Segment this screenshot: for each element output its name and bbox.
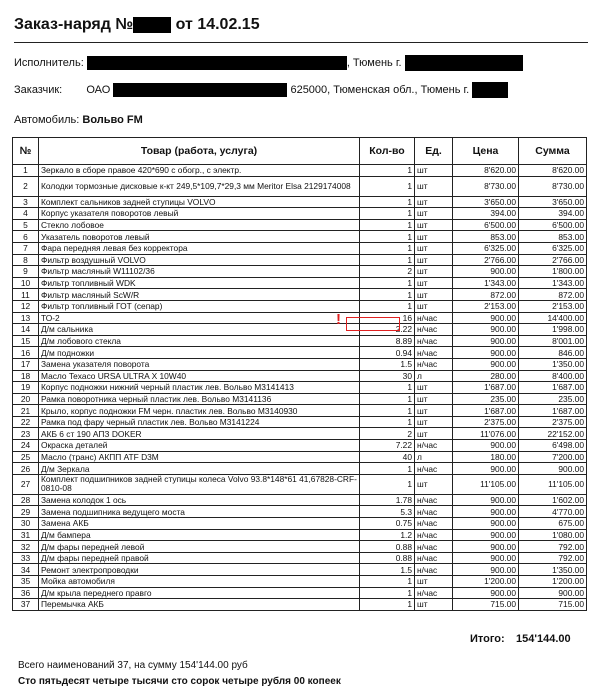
row-number: 6: [13, 231, 39, 243]
row-price: 6'500.00: [453, 219, 519, 231]
row-number: 14: [13, 324, 39, 336]
row-number: 23: [13, 428, 39, 440]
row-price: 2'766.00: [453, 254, 519, 266]
row-number: 13: [13, 312, 39, 324]
row-quantity: 1: [360, 277, 415, 289]
row-product: Д/м подножки: [39, 347, 360, 359]
annotation-highlight-box: [346, 317, 400, 331]
table-row: [13, 494, 587, 506]
row-sum: 22'152.00: [519, 428, 587, 440]
row-product: Указатель поворотов левый: [39, 231, 360, 243]
row-quantity: 0.88: [360, 541, 415, 553]
row-number: 22: [13, 416, 39, 428]
row-number: 3: [13, 196, 39, 208]
row-quantity: 1.5: [360, 564, 415, 576]
row-price: 1'343.00: [453, 277, 519, 289]
total-label: Итого:: [470, 633, 505, 645]
row-product: Колодки тормозные дисковые к-кт 249,5*109,7*29,3 мм Meritor Elsa 2129174008: [39, 176, 360, 196]
row-product: ТО-2: [39, 312, 360, 324]
row-sum: 394.00: [519, 208, 587, 220]
row-number: 16: [13, 347, 39, 359]
row-unit: шт: [415, 416, 453, 428]
row-quantity: 1.5: [360, 358, 415, 370]
customer-org: ОАО: [86, 83, 111, 96]
row-product: Корпус указателя поворотов левый: [39, 208, 360, 220]
row-number: 7: [13, 242, 39, 254]
customer-address: 625000, Тюменская обл., Тюмень г.: [290, 83, 470, 96]
row-quantity: 30: [360, 370, 415, 382]
row-unit: н/час: [415, 506, 453, 518]
table-row: [13, 208, 587, 220]
row-unit: шт: [415, 289, 453, 301]
row-unit: шт: [415, 300, 453, 312]
row-quantity: 1.2: [360, 529, 415, 541]
row-unit: н/час: [415, 463, 453, 475]
row-sum: 2'375.00: [519, 416, 587, 428]
row-product: Фильтр масляный ScW/R: [39, 289, 360, 301]
row-price: 2'375.00: [453, 416, 519, 428]
car-value: Вольво FM: [82, 114, 143, 126]
table-row: [13, 231, 587, 243]
row-price: 900.00: [453, 463, 519, 475]
table-row: [13, 300, 587, 312]
row-quantity: 2.22: [360, 324, 415, 336]
row-product: Д/м бампера: [39, 529, 360, 541]
row-sum: 846.00: [519, 347, 587, 359]
executor-line: [14, 55, 523, 71]
table-row: [13, 393, 587, 405]
row-sum: 1'998.00: [519, 324, 587, 336]
row-number: 24: [13, 440, 39, 452]
row-price: 900.00: [453, 587, 519, 599]
footer-amount-in-words: Сто пятьдесят четыре тысячи сто сорок четыре рубля 00 копеек: [18, 676, 341, 687]
row-quantity: 1: [360, 405, 415, 417]
row-number: 18: [13, 370, 39, 382]
row-price: 900.00: [453, 335, 519, 347]
row-unit: шт: [415, 428, 453, 440]
customer-label: Заказчик:: [14, 83, 63, 96]
row-sum: 853.00: [519, 231, 587, 243]
row-product: Ремонт электропроводки: [39, 564, 360, 576]
row-sum: 1'080.00: [519, 529, 587, 541]
table-header-row: [13, 138, 587, 165]
row-sum: 14'400.00: [519, 312, 587, 324]
table-row: [13, 347, 587, 359]
row-quantity: 2: [360, 266, 415, 278]
row-sum: 3'650.00: [519, 196, 587, 208]
redacted-customer: [113, 83, 287, 97]
row-quantity: 1: [360, 382, 415, 394]
header-rule: [14, 42, 588, 43]
row-sum: 792.00: [519, 541, 587, 553]
row-sum: 8'620.00: [519, 165, 587, 177]
redacted-number: [133, 17, 171, 33]
row-price: 11'076.00: [453, 428, 519, 440]
row-quantity: 1: [360, 576, 415, 588]
row-product: Замена подшипника ведущего моста: [39, 506, 360, 518]
row-price: 900.00: [453, 440, 519, 452]
table-row: [13, 518, 587, 530]
row-quantity: 2: [360, 428, 415, 440]
table-row: [13, 405, 587, 417]
row-quantity: 7.22: [360, 440, 415, 452]
table-row: [13, 165, 587, 177]
col-header-sum: Сумма: [519, 138, 587, 165]
table-row: [13, 289, 587, 301]
row-quantity: 1: [360, 393, 415, 405]
row-unit: шт: [415, 219, 453, 231]
table-row: [13, 382, 587, 394]
row-unit: шт: [415, 254, 453, 266]
row-sum: 11'105.00: [519, 474, 587, 494]
row-sum: 1'800.00: [519, 266, 587, 278]
table-row: [13, 529, 587, 541]
row-price: 715.00: [453, 599, 519, 611]
row-product: Мойка автомобиля: [39, 576, 360, 588]
row-number: 33: [13, 552, 39, 564]
row-product: Рамка поворотника черный пластик лев. Вольво M3141136: [39, 393, 360, 405]
row-product: Замена АКБ: [39, 518, 360, 530]
row-price: 900.00: [453, 347, 519, 359]
row-price: 2'153.00: [453, 300, 519, 312]
row-product: Д/м фары передней левой: [39, 541, 360, 553]
row-unit: шт: [415, 382, 453, 394]
table-row: [13, 541, 587, 553]
row-unit: шт: [415, 599, 453, 611]
table-row: [13, 242, 587, 254]
row-product: Корпус подножки нижний черный пластик лев. Вольво M3141413: [39, 382, 360, 394]
row-quantity: 1: [360, 165, 415, 177]
row-unit: шт: [415, 196, 453, 208]
row-price: 180.00: [453, 451, 519, 463]
row-unit: н/час: [415, 347, 453, 359]
row-unit: шт: [415, 208, 453, 220]
row-quantity: 1: [360, 599, 415, 611]
table-row: [13, 254, 587, 266]
row-sum: 1'602.00: [519, 494, 587, 506]
table-row: [13, 451, 587, 463]
row-unit: шт: [415, 266, 453, 278]
row-number: 20: [13, 393, 39, 405]
row-price: 900.00: [453, 541, 519, 553]
redacted-customer-address: [472, 82, 508, 98]
row-sum: 900.00: [519, 463, 587, 475]
row-quantity: 1: [360, 208, 415, 220]
row-quantity: 1: [360, 587, 415, 599]
row-unit: н/час: [415, 564, 453, 576]
row-number: 26: [13, 463, 39, 475]
table-row: [13, 552, 587, 564]
row-unit: шт: [415, 405, 453, 417]
row-price: 900.00: [453, 564, 519, 576]
row-number: 15: [13, 335, 39, 347]
row-product: Д/м сальника: [39, 324, 360, 336]
row-number: 5: [13, 219, 39, 231]
table-row: [13, 474, 587, 494]
row-price: 6'325.00: [453, 242, 519, 254]
row-quantity: 0.75: [360, 518, 415, 530]
row-product: Стекло лобовое: [39, 219, 360, 231]
row-price: 900.00: [453, 266, 519, 278]
row-sum: 8'001.00: [519, 335, 587, 347]
row-number: 9: [13, 266, 39, 278]
row-unit: н/час: [415, 518, 453, 530]
row-unit: шт: [415, 277, 453, 289]
car-label: Автомобиль:: [14, 114, 80, 126]
row-number: 17: [13, 358, 39, 370]
table-row: [13, 564, 587, 576]
row-number: 1: [13, 165, 39, 177]
row-unit: н/час: [415, 494, 453, 506]
row-number: 27: [13, 474, 39, 494]
row-unit: н/час: [415, 335, 453, 347]
table-row: [13, 312, 587, 324]
table-row: [13, 506, 587, 518]
row-number: 12: [13, 300, 39, 312]
row-unit: н/час: [415, 587, 453, 599]
row-product: Д/м лобового стекла: [39, 335, 360, 347]
row-price: 280.00: [453, 370, 519, 382]
row-quantity: 16: [360, 312, 415, 324]
row-quantity: 1: [360, 231, 415, 243]
row-quantity: 1: [360, 242, 415, 254]
row-sum: 1'350.00: [519, 358, 587, 370]
row-price: 900.00: [453, 312, 519, 324]
row-product: Масло (транс) АКПП ATF D3M: [39, 451, 360, 463]
row-product: Комплект подшипников задней ступицы колеса Volvo 93.8*148*61 41,67828-CRF-0810-08: [39, 474, 360, 494]
row-unit: н/час: [415, 541, 453, 553]
row-quantity: 5.3: [360, 506, 415, 518]
table-row: [13, 599, 587, 611]
row-product: Замена колодок 1 ось: [39, 494, 360, 506]
row-product: Фильтр воздушный VOLVO: [39, 254, 360, 266]
row-price: 900.00: [453, 324, 519, 336]
row-price: 8'620.00: [453, 165, 519, 177]
row-price: 900.00: [453, 552, 519, 564]
col-header-price: Цена: [453, 138, 519, 165]
row-quantity: 1: [360, 176, 415, 196]
row-quantity: 1: [360, 219, 415, 231]
row-number: 4: [13, 208, 39, 220]
row-unit: шт: [415, 176, 453, 196]
table-row: [13, 219, 587, 231]
row-unit: н/час: [415, 324, 453, 336]
table-row: [13, 416, 587, 428]
row-product: Д/м фары передней правой: [39, 552, 360, 564]
row-price: 900.00: [453, 494, 519, 506]
row-unit: н/час: [415, 358, 453, 370]
row-number: 21: [13, 405, 39, 417]
table-row: [13, 335, 587, 347]
row-quantity: 1: [360, 463, 415, 475]
row-quantity: 1: [360, 474, 415, 494]
table-row: [13, 196, 587, 208]
row-sum: 1'343.00: [519, 277, 587, 289]
row-unit: шт: [415, 165, 453, 177]
table-row: [13, 587, 587, 599]
row-sum: 6'498.00: [519, 440, 587, 452]
table-row: [13, 463, 587, 475]
row-product: Д/м Зеркала: [39, 463, 360, 475]
row-price: 900.00: [453, 529, 519, 541]
document-title: Заказ-наряд № от 14.02.15: [14, 16, 260, 33]
row-unit: шт: [415, 393, 453, 405]
row-sum: 872.00: [519, 289, 587, 301]
row-price: 900.00: [453, 518, 519, 530]
redacted-executor-address: [405, 55, 523, 71]
row-product: Фильтр масляный W11102/36: [39, 266, 360, 278]
row-unit: н/час: [415, 312, 453, 324]
executor-label: Исполнитель:: [14, 56, 84, 69]
row-quantity: 40: [360, 451, 415, 463]
row-product: Фара передняя левая без корректора: [39, 242, 360, 254]
table-row: [13, 358, 587, 370]
row-number: 36: [13, 587, 39, 599]
items-table: [12, 137, 587, 611]
row-number: 11: [13, 289, 39, 301]
row-number: 28: [13, 494, 39, 506]
row-sum: 675.00: [519, 518, 587, 530]
row-sum: 1'687.00: [519, 405, 587, 417]
row-quantity: 1: [360, 416, 415, 428]
row-quantity: 1.78: [360, 494, 415, 506]
row-price: 11'105.00: [453, 474, 519, 494]
table-row: [13, 576, 587, 588]
row-sum: 235.00: [519, 393, 587, 405]
footer-summary: Всего наименований 37, на сумму 154'144.00 руб: [18, 660, 248, 671]
row-sum: 2'766.00: [519, 254, 587, 266]
row-sum: 6'325.00: [519, 242, 587, 254]
row-sum: 6'500.00: [519, 219, 587, 231]
row-quantity: 8.89: [360, 335, 415, 347]
row-product: Окраска деталей: [39, 440, 360, 452]
row-sum: 792.00: [519, 552, 587, 564]
row-product: Замена указателя поворота: [39, 358, 360, 370]
row-unit: шт: [415, 242, 453, 254]
row-price: 235.00: [453, 393, 519, 405]
table-row: [13, 176, 587, 196]
annotation-exclamation: !: [336, 311, 341, 328]
col-header-product: Товар (работа, услуга): [39, 138, 360, 165]
row-number: 37: [13, 599, 39, 611]
row-sum: 715.00: [519, 599, 587, 611]
row-number: 32: [13, 541, 39, 553]
row-quantity: 1: [360, 196, 415, 208]
table-row: [13, 370, 587, 382]
row-sum: 7'200.00: [519, 451, 587, 463]
row-sum: 1'350.00: [519, 564, 587, 576]
car-line: [14, 114, 143, 126]
table-row: [13, 428, 587, 440]
row-number: 10: [13, 277, 39, 289]
row-product: Рамка под фару черный пластик лев. Вольво M3141224: [39, 416, 360, 428]
row-product: Зеркало в сборе правое 420*690 с обогр., с электр.: [39, 165, 360, 177]
row-unit: шт: [415, 231, 453, 243]
row-sum: 900.00: [519, 587, 587, 599]
row-unit: шт: [415, 576, 453, 588]
row-product: Перемычка АКБ: [39, 599, 360, 611]
row-product: АКБ 6 ст 190 АПЗ DOKER: [39, 428, 360, 440]
row-price: 3'650.00: [453, 196, 519, 208]
row-sum: 8'730.00: [519, 176, 587, 196]
row-quantity: 1: [360, 289, 415, 301]
table-row: [13, 440, 587, 452]
row-product: Масло Texaco URSA ULTRA X 10W40: [39, 370, 360, 382]
redacted-executor: [87, 56, 347, 70]
row-price: 900.00: [453, 358, 519, 370]
row-product: Д/м крыла переднего правго: [39, 587, 360, 599]
row-price: 8'730.00: [453, 176, 519, 196]
row-quantity: 0.88: [360, 552, 415, 564]
col-header-quantity: Кол-во: [360, 138, 415, 165]
row-number: 34: [13, 564, 39, 576]
row-product: Крыло, корпус подножки FM черн. пластик лев. Вольво M3140930: [39, 405, 360, 417]
col-header-number: №: [13, 138, 39, 165]
row-unit: шт: [415, 474, 453, 494]
row-unit: н/час: [415, 529, 453, 541]
total-value: 154'144.00: [516, 633, 571, 645]
row-sum: 1'687.00: [519, 382, 587, 394]
row-number: 29: [13, 506, 39, 518]
table-row: [13, 266, 587, 278]
executor-city: , Тюмень г.: [346, 56, 402, 69]
row-number: 19: [13, 382, 39, 394]
row-number: 31: [13, 529, 39, 541]
customer-line: [14, 82, 508, 98]
row-price: 394.00: [453, 208, 519, 220]
row-product: Комплект сальников задней ступицы VOLVO: [39, 196, 360, 208]
table-row: [13, 277, 587, 289]
row-unit: л: [415, 451, 453, 463]
row-number: 8: [13, 254, 39, 266]
row-price: 872.00: [453, 289, 519, 301]
row-number: 35: [13, 576, 39, 588]
row-number: 2: [13, 176, 39, 196]
row-product: Фильтр топливный WDK: [39, 277, 360, 289]
items-body: [13, 165, 587, 611]
row-price: 1'687.00: [453, 382, 519, 394]
row-quantity: 1: [360, 254, 415, 266]
row-price: 1'687.00: [453, 405, 519, 417]
row-price: 900.00: [453, 506, 519, 518]
row-unit: н/час: [415, 440, 453, 452]
row-number: 25: [13, 451, 39, 463]
row-price: 1'200.00: [453, 576, 519, 588]
row-unit: л: [415, 370, 453, 382]
row-sum: 4'770.00: [519, 506, 587, 518]
row-sum: 2'153.00: [519, 300, 587, 312]
table-row: [13, 324, 587, 336]
row-quantity: 1: [360, 300, 415, 312]
col-header-unit: Ед.: [415, 138, 453, 165]
row-product: Фильтр топливный ГОТ (сепар): [39, 300, 360, 312]
row-number: 30: [13, 518, 39, 530]
row-unit: н/час: [415, 552, 453, 564]
row-sum: 1'200.00: [519, 576, 587, 588]
row-price: 853.00: [453, 231, 519, 243]
row-sum: 8'400.00: [519, 370, 587, 382]
row-quantity: 0.94: [360, 347, 415, 359]
